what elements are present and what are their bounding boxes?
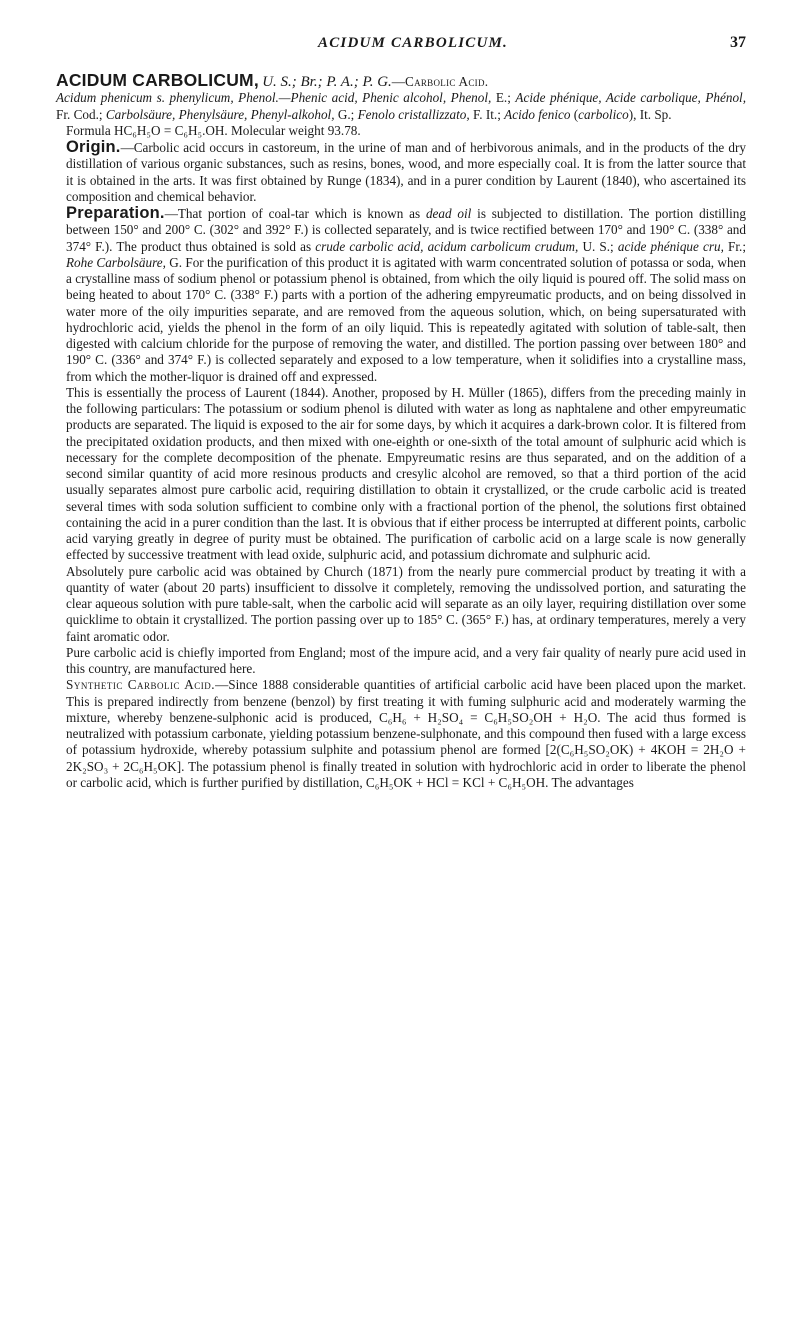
term-crude-latin: crude carbolic acid, acidum carbolicum crudum, [315,238,579,254]
origin-paragraph [56,139,746,205]
origin-text: —Carbolic acid occurs in castoreum, in the urine of man and of herbivorous animals, and in the products of the dry distillation of various organic substances, such as resins, bones, wood, and more especially coal. It is from the latter source that it is obtained in the arts. It was first obtained by Runge (1834), and in a purer condition by Laurent (1840), who ascertained its composition and chemical behavior. [66,140,746,204]
synthetic-heading: Synthetic Carbolic Acid. [66,677,216,693]
synonym-lang: G.; [334,106,358,122]
italian-synonym: Fenolo cristallizzato, [357,106,470,122]
term-crude-german: Rohe Carbolsäure, [66,254,166,270]
latin-synonyms: Acidum phenicum s. phenylicum, Phenol.—Phenic acid, Phenic alcohol, Phenol, [56,90,492,106]
origin-heading: Origin. [66,138,121,156]
french-synonyms: Acide phénique, Acide carbolique, Phénol, [515,90,746,106]
formula-line: Formula HC₆H₅O = C₆H₅.OH. Molecular weight 93.78. [66,122,361,138]
preparation-text: —That portion of coal-tar which is known as [164,206,426,221]
page-number: 37 [730,34,746,51]
page [56,34,746,791]
synonym-lang: F. It.; [469,106,505,122]
synonym-alt: carbolico [578,106,629,122]
running-title: ACIDUM CARBOLICUM. [318,35,508,51]
preparation-heading: Preparation. [66,204,165,222]
entry-heading [56,72,746,90]
preparation-text: Fr.; [723,238,746,254]
synonym-lang: ), It. Sp. [628,106,672,122]
paren: ( [570,106,579,122]
pharmacopoeia-abbr: U. S.; Br.; P. A.; P. G. [262,74,392,90]
term-dead-oil: dead oil [425,206,472,221]
synonym-lang: E.; [491,90,511,106]
spanish-synonym: Acido fenico [504,106,571,122]
preparation-text: G. For the purification of this product it is agitated with warm concentrated solution of potassa or soda, when a crystalline mass of sodium phenol or potassium phenol is obtained, from which the oily liquid is poured off. The solid mass on being heated to about 170° C. (338° F.) parts with a portion of the adhering empyreumatic products, and on being dissolved in water more of the oily impurities separate, and are removed from the aqueous solution, which, on being supersaturated with hydrochloric acid, yields the phenol in the form of an oily liquid. This is repeatedly agitated with solution of table-salt, then digested with calcium chloride for the purpose of removing the water, and distilled. The portion passing over between 180° and 190° C. (336° and 374° F.) is collected separately and exposed to a low temperature, when it solidifies into a crystalline mass, from which the mother-liquor is drained off and expressed. [66,254,746,384]
church-paragraph: Absolutely pure carbolic acid was obtained by Church (1871) from the nearly pure commercial product by treating it with a quantity of water (about 20 parts) insufficient to dissolve it completely, removing the undissolved portion, and saturating the clear aqueous solution with pure table-salt, when the carbolic acid will separate as an oily layer, requiring distillation over some quicklime to obtain it crystallized. The portion passing over up to 185° C. (365° F.) has, at ordinary temperatures, merely a very faint aromatic odor. [66,563,746,644]
england-paragraph: Pure carbolic acid is chiefly imported from England; most of the impure acid, and a very fair quality of nearly pure acid used in this country, are manufactured here. [66,644,746,676]
synthetic-text: —Since 1888 considerable quantities of artificial carbolic acid have been placed upon the market. This is prepared indirectly from benzene (benzol) by first treating it with fuming sulphuric acid and moderately warming the mixture, whereby benzene-sulphonic acid is produced, C₆H₆ + H₂SO₄ = C₆H₅SO₂OH + H₂O. The acid thus formed is neutralized with potassium carbonate, yielding potassium benzene-sulphonate, and this compound then fused with a large excess of potassium hydroxide, whereby potassium sulphite and potassium phenol are formed [2(C₆H₅SO₂OK) + 4KOH = 2H₂O + 2K₂SO₃ + 2C₆H₅OK]. The potassium phenol is finally treated in solution with hydrochloric acid in order to liberate the phenol or carbolic acid, which is further purified by distillation, C₆H₅OK + HCl = KCl + C₆H₅OH. The advantages [66,677,746,790]
english-name: Carbolic Acid. [404,74,489,89]
article-body [56,72,746,791]
german-synonyms: Carbolsäure, Phenylsäure, Phenyl-alkohol, [105,106,335,122]
page-header [56,34,746,52]
term-crude-french: acide phénique cru, [617,238,724,254]
dash: — [391,74,405,89]
entry-title: ACIDUM CARBOLICUM, [56,70,259,90]
synonym-lang: Fr. Cod.; [56,106,106,122]
synthetic-paragraph [56,677,746,791]
preparation-paragraph [56,205,746,385]
muller-paragraph: This is essentially the process of Laurent (1844). Another, proposed by H. Müller (1865), differs from the preceding mainly in the following particulars: The potassium or sodium phenol is diluted with water as long as naphtalene and other empyreumatic products are separated. The liquid is exposed to the air for some days, by which it acquires a dark-brown color. It is filtered from the precipitated oxidation products, and then mixed with one-eighth or one-sixth of the total amount of sulphuric acid which is necessary for the complete decomposition of the phenate. Empyreumatic resins are thus separated, and on the addition of a second similar quantity of acid more resinous products and cresylic alcohol are removed, so that a third portion of the acid usually separates almost pure carbolic acid, requiring distillation to obtain it crystallized, or the crude carbolic acid is treated several times with soda solution sufficient to combine only with a fractional portion of the phenol, the solutions first obtained containing the acid in a purer condition than the last. It is obvious that if either process be interrupted at different points, carbolic acid varying greatly in degree of purity must be obtained. The purification of carbolic acid on a large scale is now generally effected by successive treatment with lead oxide, sulphuric acid, and potassium dichromate and sulphuric acid. [66,384,746,563]
preparation-text: is subjected to distillation. The portion distilling between 150° and 200° C. (302° and 392° F.) is collected separately, and is twice rectified between 170° and 190° C. (338° and 374° F.). The product thus obtained is sold as [66,206,746,254]
preparation-text: U. S.; [578,238,618,254]
synonyms [56,90,746,123]
